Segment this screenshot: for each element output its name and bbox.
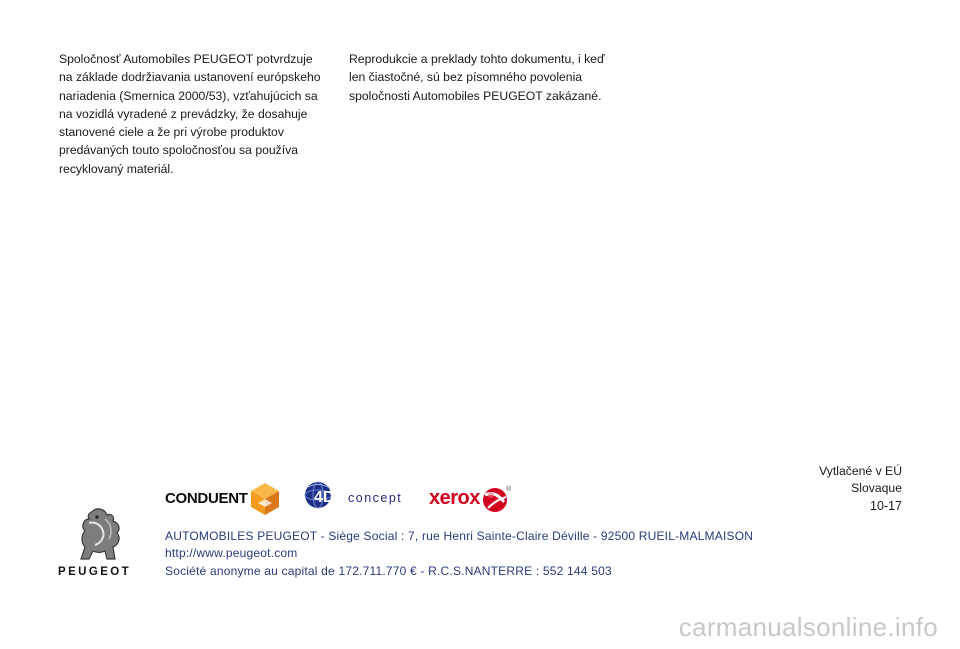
peugeot-wordmark: PEUGEOT: [58, 566, 132, 578]
company-address: AUTOMOBILES PEUGEOT - Siège Social : 7, rue Henri Sainte-Claire Déville - 92500 RUEIL-MALMAISON: [165, 529, 754, 543]
xerox-logo: [429, 486, 519, 516]
concept-wordmark: concept: [348, 491, 403, 505]
xerox-wordmark: xerox: [429, 487, 480, 509]
printed-in-label: Vytlačené v EÚ: [819, 464, 902, 478]
peugeot-lion-icon: [75, 507, 131, 561]
website-link[interactable]: http://www.peugeot.com: [165, 546, 298, 560]
conduent-logo: [165, 482, 285, 516]
printed-country: Slovaque: [851, 481, 902, 495]
printed-in-block: [819, 463, 902, 497]
watermark: carmanualsonline.info: [678, 612, 938, 642]
conduent-cube-icon: [248, 482, 282, 516]
4d-concept-logo: [304, 480, 414, 514]
4d-globe-icon: [304, 480, 348, 510]
registered-mark: ®: [506, 486, 512, 493]
recycling-statement: Spoločnosť Automobiles PEUGEOT potvrdzuje na základe dodržiavania ustanovení európskeho nariadenia (Smernica 2000/53), vzťahujúcich sa na vozidlá vyradené z prevádzky, že dosahuje stanovené ciele a že pri výrobe produktov predávaných touto spoločnosťou sa používa recyklovaný materiál.: [59, 52, 321, 176]
company-registration: Société anonyme au capital de 172.711.770 € - R.C.S.NANTERRE : 552 144 503: [165, 564, 612, 578]
edition-code: 10-17: [870, 499, 902, 513]
svg-text:4D: 4D: [314, 489, 335, 506]
conduent-wordmark: CONDUENT: [165, 490, 248, 507]
copyright-statement: Reprodukcie a preklady tohto dokumentu, i keď len čiastočné, sú bez písomného povolenia spoločnosti Automobiles PEUGEOT zakázané.: [349, 52, 605, 103]
